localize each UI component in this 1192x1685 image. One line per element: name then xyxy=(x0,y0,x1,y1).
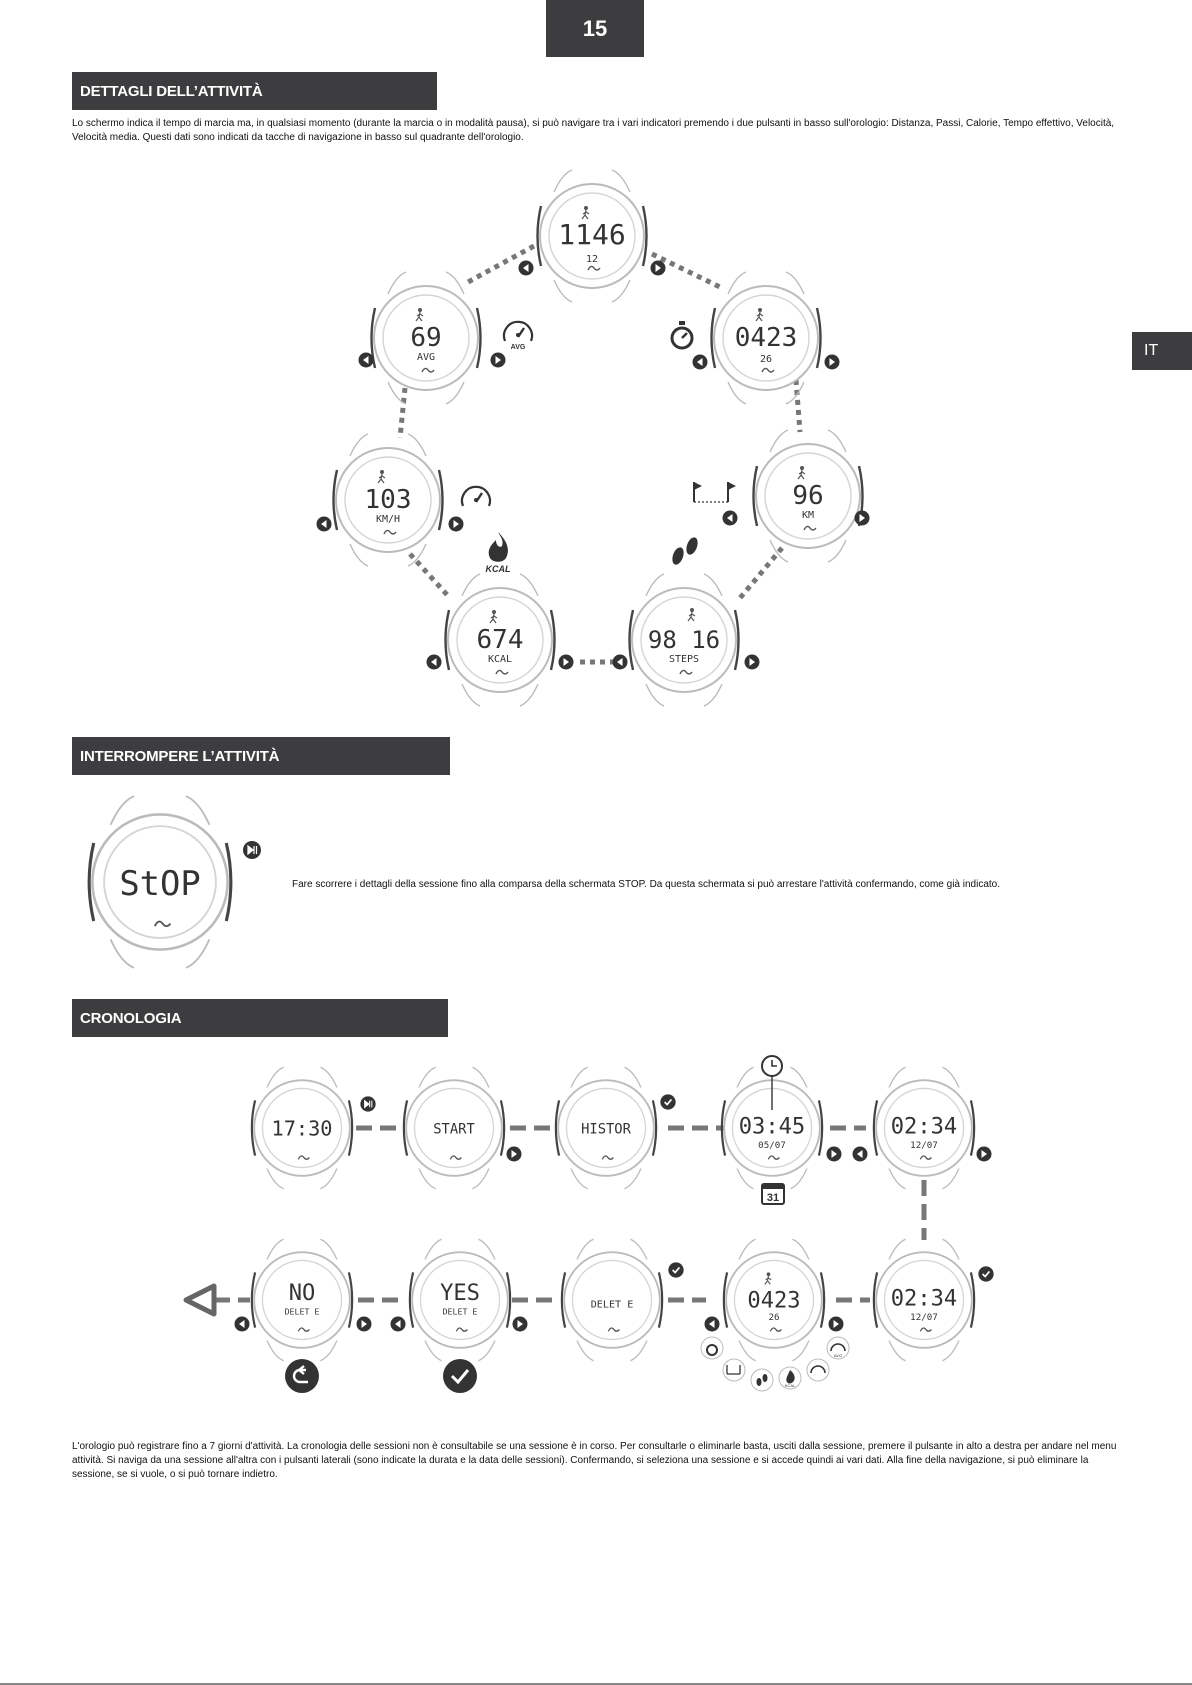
watch-main: 98 16 xyxy=(647,626,721,654)
watch-session-2 xyxy=(874,1067,974,1188)
nav-left-icon xyxy=(427,655,442,670)
stop-paragraph: Fare scorrere i dettagli della sessione fino alla comparsa della schermata STOP. Da questa schermata si può arrestare l'attività confermando, come già indicato. xyxy=(292,879,1001,890)
nav-right-icon xyxy=(651,261,666,276)
watch-sub: 12 xyxy=(585,254,599,265)
watch-main: NO xyxy=(288,1281,316,1306)
confirm-check-icon xyxy=(660,1094,675,1109)
watch-sub: 12/07 xyxy=(910,1312,938,1324)
calendar-icon xyxy=(762,1184,784,1204)
nav-left-icon xyxy=(853,1147,868,1162)
confirm-check-icon xyxy=(978,1266,993,1281)
section-title-details: DETTAGLI DELL’ATTIVITÀ xyxy=(72,72,437,110)
distance-flags-icon xyxy=(694,482,736,502)
nav-right-icon xyxy=(357,1317,372,1332)
svg-text:KCAL: KCAL xyxy=(784,1383,796,1388)
history-paragraph: L'orologio può registrare fino a 7 giorni d'attività. La cronologia delle sessioni non è consultabile se una sessione è in corso. Per consultarle o eliminarle basta, usciti dalla sessione, premere il pulsante in alto a destra per andare nel menu attività. Si naviga da una sessione all'altra con i pulsanti laterali (sono indicate la durata e la data delle sessioni). Confermando, si seleziona una sessione e si accede quindi ai vari dati. Alla fine della navigazione, si può eliminare la sessione, se si vuole, o si può tornare indietro. xyxy=(72,1441,1117,1480)
watch-main: 96 xyxy=(792,481,824,511)
watch-sub: KCAL xyxy=(487,654,513,665)
details-paragraph: Lo schermo indica il tempo di marcia ma, in qualsiasi momento (durante la marcia o in modalità pausa), si può navigare tra i vari indicatori premendo i due pulsanti in basso sull'orologio: Distanza, Passi, Calorie, Tempo effettivo, Velocità, Velocità media. Questi dati sono indicati da tacche di navigazione in basso sul quadrante dell'orologio. xyxy=(72,118,1115,143)
watch-sub: AVG xyxy=(416,352,436,363)
watch-main: START xyxy=(433,1121,475,1138)
watch-delete-yes xyxy=(410,1239,510,1360)
nav-left-icon xyxy=(235,1317,250,1332)
nav-left-icon xyxy=(613,655,628,670)
nav-left-icon xyxy=(317,517,332,532)
watch-main: 103 xyxy=(364,485,412,515)
watch-time-of-day xyxy=(252,1067,352,1188)
svg-text:AVG: AVG xyxy=(833,1353,843,1358)
watch-sub: DELET E xyxy=(590,1299,634,1311)
section-title-history: CRONOLOGIA xyxy=(72,999,448,1037)
watch-main: 69 xyxy=(410,323,442,353)
watch-calories xyxy=(446,574,555,706)
back-arrow-icon xyxy=(186,1286,214,1314)
nav-right-icon xyxy=(827,1147,842,1162)
watch-sub: DELET E xyxy=(284,1306,320,1317)
flame-kcal-icon xyxy=(486,532,511,574)
nav-right-icon xyxy=(855,511,870,526)
watch-sub: 26 xyxy=(768,1312,780,1324)
language-tab: IT xyxy=(1132,332,1192,370)
nav-right-icon xyxy=(977,1147,992,1162)
watch-delete xyxy=(562,1239,662,1360)
svg-text:31: 31 xyxy=(766,1192,780,1204)
watch-session-selected xyxy=(874,1239,974,1360)
nav-right-icon xyxy=(513,1317,528,1332)
watch-sub: 05/07 xyxy=(758,1140,786,1152)
watch-effective-time xyxy=(712,272,821,404)
watch-speed xyxy=(334,434,443,566)
watch-main: YES xyxy=(440,1281,480,1306)
confirm-check-icon xyxy=(443,1359,477,1393)
watch-delete-no xyxy=(252,1239,352,1360)
nav-right-icon xyxy=(507,1147,522,1162)
play-pause-icon xyxy=(243,841,261,859)
watch-main: 0423 xyxy=(747,1288,801,1314)
watch-main: 1146 xyxy=(558,218,626,251)
speedometer-avg-icon xyxy=(504,322,532,351)
nav-left-icon xyxy=(693,355,708,370)
watch-sub: KM/H xyxy=(375,514,401,525)
watch-steps xyxy=(630,574,739,706)
watch-sub: STEPS xyxy=(668,654,700,665)
nav-left-icon xyxy=(359,353,374,368)
stopwatch-icon xyxy=(672,321,692,348)
watch-main: 02:34 xyxy=(890,1286,958,1312)
nav-left-icon xyxy=(519,261,534,276)
watch-main: 0423 xyxy=(734,323,798,353)
svg-text:AVG: AVG xyxy=(510,344,526,351)
section-title-stop: INTERROMPERE L’ATTIVITÀ xyxy=(72,737,450,775)
nav-left-icon xyxy=(391,1317,406,1332)
watch-stop xyxy=(89,796,231,968)
nav-right-icon xyxy=(491,353,506,368)
svg-text:KCAL: KCAL xyxy=(485,564,511,574)
confirm-check-icon xyxy=(668,1262,683,1277)
footprints-icon xyxy=(670,536,700,566)
nav-left-icon xyxy=(723,511,738,526)
watch-sub: DELET E xyxy=(442,1306,478,1317)
play-pause-icon xyxy=(360,1096,375,1111)
nav-right-icon xyxy=(745,655,760,670)
watch-sub: 26 xyxy=(759,354,773,365)
speedometer-icon xyxy=(462,487,490,506)
nav-right-icon xyxy=(559,655,574,670)
nav-right-icon xyxy=(825,355,840,370)
watch-main: 02:34 xyxy=(890,1114,958,1140)
watch-history xyxy=(556,1067,656,1188)
watch-session-details xyxy=(724,1239,824,1360)
watch-start xyxy=(404,1067,504,1188)
watch-main: 674 xyxy=(476,625,524,655)
nav-right-icon xyxy=(829,1317,844,1332)
watch-main: HISTOR xyxy=(581,1121,631,1138)
watch-main: 17:30 xyxy=(271,1116,333,1141)
watch-sub: KM xyxy=(801,510,815,521)
watch-sub: 12/07 xyxy=(910,1140,938,1152)
watch-distance xyxy=(754,430,863,562)
watch-average-speed xyxy=(372,272,481,404)
watch-walk-time xyxy=(538,170,647,302)
watch-main: 03:45 xyxy=(738,1114,806,1140)
page-number: 15 xyxy=(546,0,644,57)
nav-left-icon xyxy=(705,1317,720,1332)
watch-main: StOP xyxy=(119,864,201,903)
back-icon xyxy=(285,1359,319,1393)
nav-right-icon xyxy=(449,517,464,532)
